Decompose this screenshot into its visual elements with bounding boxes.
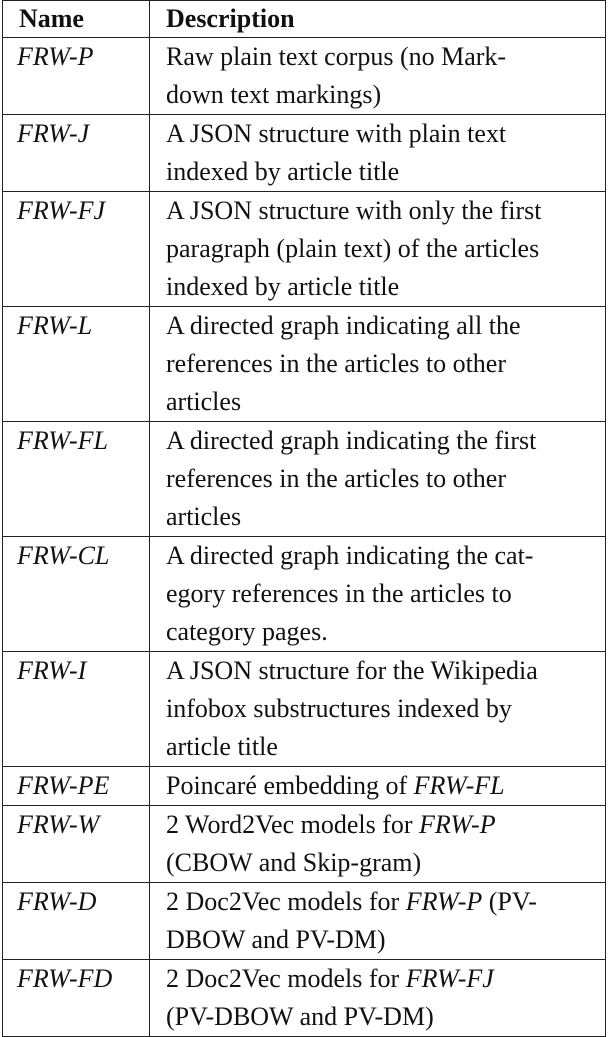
desc-line: paragraph (plain text) of the articles bbox=[166, 234, 540, 263]
desc-line: indexed by article title bbox=[166, 157, 400, 186]
table-row bbox=[3, 767, 606, 806]
row-name: FRW-J bbox=[3, 115, 150, 192]
header-name: Name bbox=[3, 1, 150, 38]
row-name: FRW-CL bbox=[3, 537, 150, 652]
desc-line: references in the articles to other bbox=[166, 349, 506, 378]
row-name: FRW-PE bbox=[3, 767, 150, 806]
desc-line: article title bbox=[166, 732, 278, 761]
row-name: FRW-I bbox=[3, 652, 150, 767]
row-name: FRW-W bbox=[3, 806, 150, 883]
desc-line: A JSON structure with plain text bbox=[166, 119, 507, 148]
desc-line: articles bbox=[166, 387, 242, 416]
row-description bbox=[150, 38, 606, 115]
row-description bbox=[150, 422, 606, 537]
table-row bbox=[3, 960, 606, 1037]
row-name: FRW-FL bbox=[3, 422, 150, 537]
row-name: FRW-L bbox=[3, 307, 150, 422]
table-row bbox=[3, 307, 606, 422]
dataset-table bbox=[2, 0, 606, 1037]
row-name: FRW-FD bbox=[3, 960, 150, 1037]
table-row bbox=[3, 537, 606, 652]
row-description bbox=[150, 767, 606, 806]
table-row bbox=[3, 652, 606, 767]
desc-line: infobox substructures indexed by bbox=[166, 694, 512, 723]
row-name: FRW-P bbox=[3, 38, 150, 115]
table-row bbox=[3, 806, 606, 883]
row-description bbox=[150, 192, 606, 307]
row-name: FRW-FJ bbox=[3, 192, 150, 307]
row-name: FRW-D bbox=[3, 883, 150, 960]
desc-text: Poincaré embedding of bbox=[166, 771, 414, 800]
header-description: Description bbox=[150, 1, 606, 38]
row-description bbox=[150, 307, 606, 422]
desc-text: 2 Word2Vec models for bbox=[166, 810, 420, 839]
desc-text: 2 Doc2Vec models for bbox=[166, 887, 406, 916]
desc-line: references in the articles to other bbox=[166, 464, 506, 493]
desc-line: articles bbox=[166, 502, 242, 531]
table-row bbox=[3, 422, 606, 537]
desc-text: DBOW and PV-DM) bbox=[166, 925, 386, 954]
desc-line: Raw plain text corpus (no Mark- bbox=[166, 42, 507, 71]
table-row bbox=[3, 883, 606, 960]
desc-line: A directed graph indicating the cat- bbox=[166, 541, 534, 570]
desc-line: category pages. bbox=[166, 617, 328, 646]
desc-line: egory references in the articles to bbox=[166, 579, 512, 608]
table-header-row bbox=[3, 1, 606, 38]
desc-line: down text markings) bbox=[166, 80, 382, 109]
row-description bbox=[150, 806, 606, 883]
table-row bbox=[3, 115, 606, 192]
row-description bbox=[150, 115, 606, 192]
table-row bbox=[3, 38, 606, 115]
desc-ref: FRW-FL bbox=[413, 771, 505, 800]
row-description bbox=[150, 883, 606, 960]
desc-line: A directed graph indicating all the bbox=[166, 311, 521, 340]
desc-text: (PV-DBOW and PV-DM) bbox=[166, 1002, 434, 1031]
table-row bbox=[3, 192, 606, 307]
desc-text: (CBOW and Skip-gram) bbox=[166, 848, 422, 877]
row-description bbox=[150, 652, 606, 767]
desc-ref: FRW-P bbox=[405, 887, 483, 916]
desc-text: 2 Doc2Vec models for bbox=[166, 964, 406, 993]
desc-line: A JSON structure for the Wikipedia bbox=[166, 656, 538, 685]
desc-line: A directed graph indicating the first bbox=[166, 426, 537, 455]
row-description bbox=[150, 960, 606, 1037]
row-description bbox=[150, 537, 606, 652]
desc-line: indexed by article title bbox=[166, 272, 400, 301]
desc-ref: FRW-FJ bbox=[405, 964, 494, 993]
desc-text: (PV- bbox=[482, 887, 537, 916]
desc-ref: FRW-P bbox=[419, 810, 496, 839]
desc-line: A JSON structure with only the first bbox=[166, 196, 542, 225]
